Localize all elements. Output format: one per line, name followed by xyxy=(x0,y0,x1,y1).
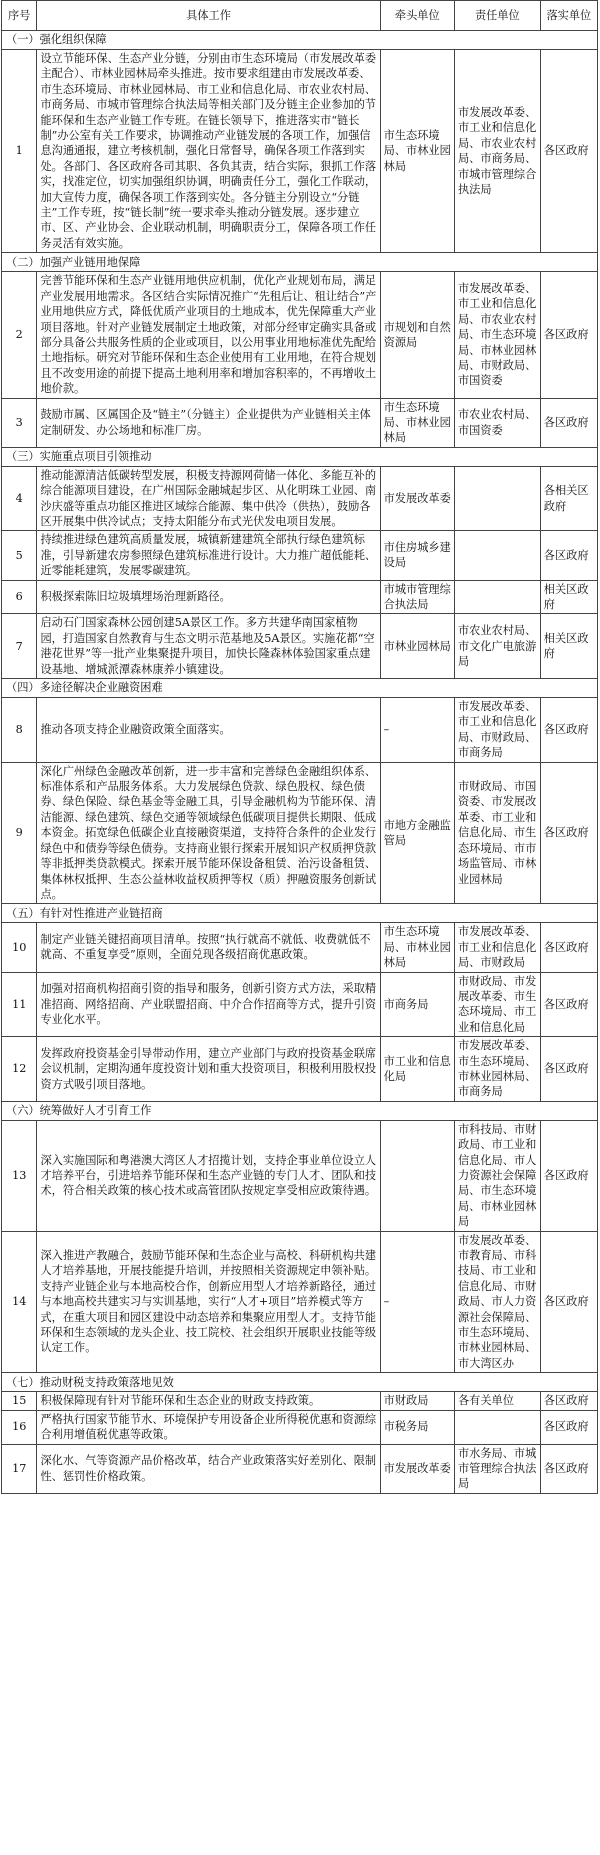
row-task: 加强对招商机构招商引资的指导和服务，创新引资方式方法，采取精准招商、网络招商、产业联盟招商、中介合作招商等方式，提升引资专业化水平。 xyxy=(37,972,380,1037)
row-seq: 16 xyxy=(2,1410,37,1444)
row-lead-unit: 市林业园林局 xyxy=(380,614,454,679)
row-implementing-unit: 各区政府 xyxy=(540,1410,597,1444)
row-responsible-unit xyxy=(454,531,540,580)
row-responsible-unit xyxy=(454,580,540,614)
row-responsible-unit: 市发展改革委、市工业和信息化局、市财政局 xyxy=(454,923,540,972)
row-seq: 14 xyxy=(2,1231,37,1373)
row-responsible-unit: 市发展改革委、市工业和信息化局、市农业农村局、市生态环境局、市林业园林局、市财政局、市国资委 xyxy=(454,272,540,398)
row-responsible-unit: 市水务局、市城市管理综合执法局 xyxy=(454,1444,540,1493)
row-responsible-unit: 市发展改革委、市生态环境局、市林业园林局、市商务局 xyxy=(454,1037,540,1102)
section-title: （二）加强产业链用地保障 xyxy=(2,253,598,272)
section-title: （五）有针对性推进产业链招商 xyxy=(2,904,598,923)
header-task: 具体工作 xyxy=(37,1,380,31)
row-responsible-unit: 市农业农村局、市国资委 xyxy=(454,398,540,447)
row-responsible-unit: 市发展改革委、市工业和信息化局、市财政局、市商务局 xyxy=(454,698,540,763)
row-implementing-unit: 各相关区政府 xyxy=(540,466,597,531)
row-responsible-unit: 市财政局、市国资委、市发展改革委、市工业和信息化局、市生态环境局、市市场监管局、市林业园林局 xyxy=(454,762,540,904)
row-lead-unit: 市地方金融监管局 xyxy=(380,762,454,904)
row-implementing-unit: 相关区政府 xyxy=(540,614,597,679)
row-lead-unit: 市商务局 xyxy=(380,972,454,1037)
row-lead-unit: – xyxy=(380,698,454,763)
section-row xyxy=(2,904,598,923)
header-seq: 序号 xyxy=(2,1,37,31)
header-implementing-unit: 落实单位 xyxy=(540,1,597,31)
table-row xyxy=(2,531,598,580)
section-row xyxy=(2,1373,598,1392)
row-responsible-unit: 市财政局、市发展改革委、市生态环境局、市工业和信息化局 xyxy=(454,972,540,1037)
header-lead-unit: 牵头单位 xyxy=(380,1,454,31)
row-lead-unit: 市发展改革委 xyxy=(380,466,454,531)
section-title: （四）多途径解决企业融资困难 xyxy=(2,679,598,698)
row-implementing-unit: 各区政府 xyxy=(540,762,597,904)
section-title: （一）强化组织保障 xyxy=(2,31,598,50)
row-task: 发挥政府投资基金引导带动作用，建立产业部门与政府投资基金联席会议机制，定期沟通年度投资计划和重大投资项目，积极利用股权投资方式吸引项目落地。 xyxy=(37,1037,380,1102)
row-implementing-unit: 各区政府 xyxy=(540,1037,597,1102)
table-row xyxy=(2,272,598,398)
row-task: 启动石门国家森林公园创建5A景区工作。多方共建华南国家植物园，打造国家自然教育与生态文明示范基地及5A景区。实施花都“空港花世界”等一批产业集聚提升项目，加快长隆森林体验国家重点建设基地、增城派潭森林康养小镇建设。 xyxy=(37,614,380,679)
table-row xyxy=(2,50,598,253)
row-responsible-unit xyxy=(454,1410,540,1444)
section-row xyxy=(2,253,598,272)
table-row xyxy=(2,1392,598,1410)
row-implementing-unit: 相关区政府 xyxy=(540,580,597,614)
row-seq: 4 xyxy=(2,466,37,531)
row-lead-unit: 市生态环境局、市林业园林局 xyxy=(380,398,454,447)
row-task: 制定产业链关键招商项目清单。按照“执行就高不就低、收费就低不就高、不重复享受”原则，全面兑现各级招商优惠政策。 xyxy=(37,923,380,972)
row-task: 持续推进绿色建筑高质量发展，城镇新建建筑全部执行绿色建筑标准，引导新建农房参照绿色建筑标准进行设计。大力推广超低能耗、近零能耗建筑，发展零碳建筑。 xyxy=(37,531,380,580)
row-seq: 8 xyxy=(2,698,37,763)
row-task: 推动能源清洁低碳转型发展，积极支持源网荷储一体化、多能互补的综合能源项目建设，在广州国际金融城起步区、从化明珠工业园、南沙庆盛等重点功能区推进区域综合能源、集中供冷（供热），鼓励各区开展集中供冷试点；支持太阳能分布式光伏发电项目发展。 xyxy=(37,466,380,531)
table-row xyxy=(2,1410,598,1444)
row-lead-unit: 市工业和信息化局 xyxy=(380,1037,454,1102)
row-seq: 7 xyxy=(2,614,37,679)
row-implementing-unit: 各区政府 xyxy=(540,531,597,580)
row-seq: 15 xyxy=(2,1392,37,1410)
table-row xyxy=(2,972,598,1037)
row-responsible-unit xyxy=(454,466,540,531)
row-responsible-unit: 市发展改革委、市工业和信息化局、市农业农村局、市商务局、市城市管理综合执法局 xyxy=(454,50,540,253)
table-row xyxy=(2,580,598,614)
row-implementing-unit: 各区政府 xyxy=(540,50,597,253)
table-row xyxy=(2,1444,598,1493)
row-task: 积极探索陈旧垃圾填埋场治理新路径。 xyxy=(37,580,380,614)
row-task: 深入实施国际和粤港澳大湾区人才招揽计划，支持企事业单位设立人才培养平台，引进培养节能环保和生态产业链的专门人才、团队和技术，符合相关政策的核心技术或高管团队按规定享受相应政策待遇。 xyxy=(37,1120,380,1231)
row-seq: 10 xyxy=(2,923,37,972)
table-row xyxy=(2,398,598,447)
row-lead-unit: 市生态环境局、市林业园林局 xyxy=(380,50,454,253)
table-row xyxy=(2,1231,598,1373)
row-seq: 5 xyxy=(2,531,37,580)
row-implementing-unit: 各区政府 xyxy=(540,1231,597,1373)
row-lead-unit: 市生态环境局、市林业园林局 xyxy=(380,923,454,972)
row-lead-unit: 市住房城乡建设局 xyxy=(380,531,454,580)
row-task: 严格执行国家节能节水、环境保护专用设备企业所得税优惠和资源综合利用增值税优惠等政策。 xyxy=(37,1410,380,1444)
row-responsible-unit: 市科技局、市财政局、市工业和信息化局、市人力资源社会保障局、市生态环境局、市林业园林局 xyxy=(454,1120,540,1231)
row-lead-unit xyxy=(380,1120,454,1231)
row-implementing-unit: 各区政府 xyxy=(540,1120,597,1231)
row-seq: 6 xyxy=(2,580,37,614)
row-responsible-unit: 各有关单位 xyxy=(454,1392,540,1410)
row-seq: 11 xyxy=(2,972,37,1037)
row-seq: 3 xyxy=(2,398,37,447)
row-responsible-unit: 市农业农村局、市文化广电旅游局 xyxy=(454,614,540,679)
section-title: （七）推动财税支持政策落地见效 xyxy=(2,1373,598,1392)
section-row xyxy=(2,447,598,466)
row-implementing-unit: 各区政府 xyxy=(540,1444,597,1493)
section-title: （三）实施重点项目引领推动 xyxy=(2,447,598,466)
row-implementing-unit: 各区政府 xyxy=(540,923,597,972)
table-row xyxy=(2,1037,598,1102)
row-implementing-unit: 各区政府 xyxy=(540,272,597,398)
row-seq: 9 xyxy=(2,762,37,904)
table-row xyxy=(2,698,598,763)
section-row xyxy=(2,1101,598,1120)
header-responsible-unit: 责任单位 xyxy=(454,1,540,31)
row-implementing-unit: 各区政府 xyxy=(540,1392,597,1410)
row-lead-unit: 市发展改革委 xyxy=(380,1444,454,1493)
row-lead-unit: 市城市管理综合执法局 xyxy=(380,580,454,614)
row-lead-unit: 市财政局 xyxy=(380,1392,454,1410)
table-body xyxy=(2,31,598,1494)
row-seq: 2 xyxy=(2,272,37,398)
table-row xyxy=(2,614,598,679)
section-title: （六）统筹做好人才引育工作 xyxy=(2,1101,598,1120)
row-implementing-unit: 各区政府 xyxy=(540,698,597,763)
header-row xyxy=(2,1,598,31)
work-table xyxy=(1,0,598,1494)
row-task: 积极保障现有针对节能环保和生态企业的财政支持政策。 xyxy=(37,1392,380,1410)
row-lead-unit: 市税务局 xyxy=(380,1410,454,1444)
table-row xyxy=(2,1120,598,1231)
row-task: 完善节能环保和生态产业链用地供应机制，优化产业规划布局，满足产业发展用地需求。各区结合实际情况推广“先租后让、租让结合”产业用地供应方式，降低优质产业项目的土地成本，优先保障重大产业项目落地。针对产业链发展制定土地政策，对部分经审定确实具备或部分具备公共服务性质的企业或项目，以公用事业用地标准优先配给土地指标。研究对节能环保和生态企业使用有工业用地，在符合规划且不改变用途的前提下提高土地利用率和增加容积率的，不再增收土地价款。 xyxy=(37,272,380,398)
row-lead-unit: – xyxy=(380,1231,454,1373)
table-row xyxy=(2,466,598,531)
row-implementing-unit: 各区政府 xyxy=(540,972,597,1037)
row-task: 鼓励市属、区属国企及“链主”（分链主）企业提供为产业链相关主体定制研发、办公场地和标准厂房。 xyxy=(37,398,380,447)
row-seq: 1 xyxy=(2,50,37,253)
row-implementing-unit: 各区政府 xyxy=(540,398,597,447)
section-row xyxy=(2,31,598,50)
table-row xyxy=(2,923,598,972)
row-seq: 12 xyxy=(2,1037,37,1102)
row-task: 深化广州绿色金融改革创新，进一步丰富和完善绿色金融组织体系、标准体系和产品服务体系。大力发展绿色贷款、绿色股权、绿色债券、绿色保险、绿色基金等金融工具，引导金融机构为节能环保、清洁能源、绿色建筑、绿色交通等领域绿色低碳项目提供长期限、低成本资金。拓宽绿色低碳企业直接融资渠道，支持符合条件的企业发行绿色中和债券等绿色债券。支持商业银行探索开展知识产权质押贷款等非抵押类贷款模式。探索开展节能环保设备租赁、治污设备租赁、集体林权抵押、生态公益林收益权质押等权（质）押融资服务创新试点。 xyxy=(37,762,380,904)
row-task: 深入推进产教融合，鼓励节能环保和生态企业与高校、科研机构共建人才培养基地，开展技能提升培训，并按照相关资源规定申领补贴。支持产业链企业与本地高校合作，创新应用型人才培养新路径，通过与本地高校共建实习与实训基地，实行“人才+项目”培养模式等方式，在重大项目和园区建设中动态培养和集聚应用型人才。支持节能环保和生态领域的龙头企业、技工院校、社会组织开展职业技能等级认定工作。 xyxy=(37,1231,380,1373)
row-lead-unit: 市规划和自然资源局 xyxy=(380,272,454,398)
section-row xyxy=(2,679,598,698)
row-responsible-unit: 市发展改革委、市教育局、市科技局、市工业和信息化局、市财政局、市人力资源社会保障局、市生态环境局、市林业园林局、市大湾区办 xyxy=(454,1231,540,1373)
row-task: 深化水、气等资源产品价格改革，结合产业政策落实好差别化、限制性、惩罚性价格政策。 xyxy=(37,1444,380,1493)
row-seq: 17 xyxy=(2,1444,37,1493)
row-task: 推动各项支持企业融资政策全面落实。 xyxy=(37,698,380,763)
table-row xyxy=(2,762,598,904)
row-seq: 13 xyxy=(2,1120,37,1231)
row-task: 设立节能环保、生态产业分链，分别由市生态环境局（市发展改革委主配合）、市林业园林局牵头推进。按市要求组建由市发展改革委、市生态环境局、市林业园林局、市工业和信息化局、市农业农村局、市商务局、市城市管理综合执法局等相关部门及分链主企业参加的节能环保和生态产业链工作专班。在链长领导下，推进落实市“链长制”办公室有关工作要求，协调推动产业链发展的各项工作，加强信息沟通通报，建立考核机制，强化日常督导，确保各项工作落到实处。各部门、各区政府各司其职、各负其责，结合实际，狠抓工作落实，找准定位，切实加强组织协调，明确责任分工，强化工作联动，加大宣传力度，确保各项工作落到实处。各分链主分别设立“分链主”工作专班，按“链长制”统一要求牵头推动分链发展。逐步建立市、区、产业协会、企业联动机制，明确职责分工，保障各项工作任务灵活有效实施。 xyxy=(37,50,380,253)
